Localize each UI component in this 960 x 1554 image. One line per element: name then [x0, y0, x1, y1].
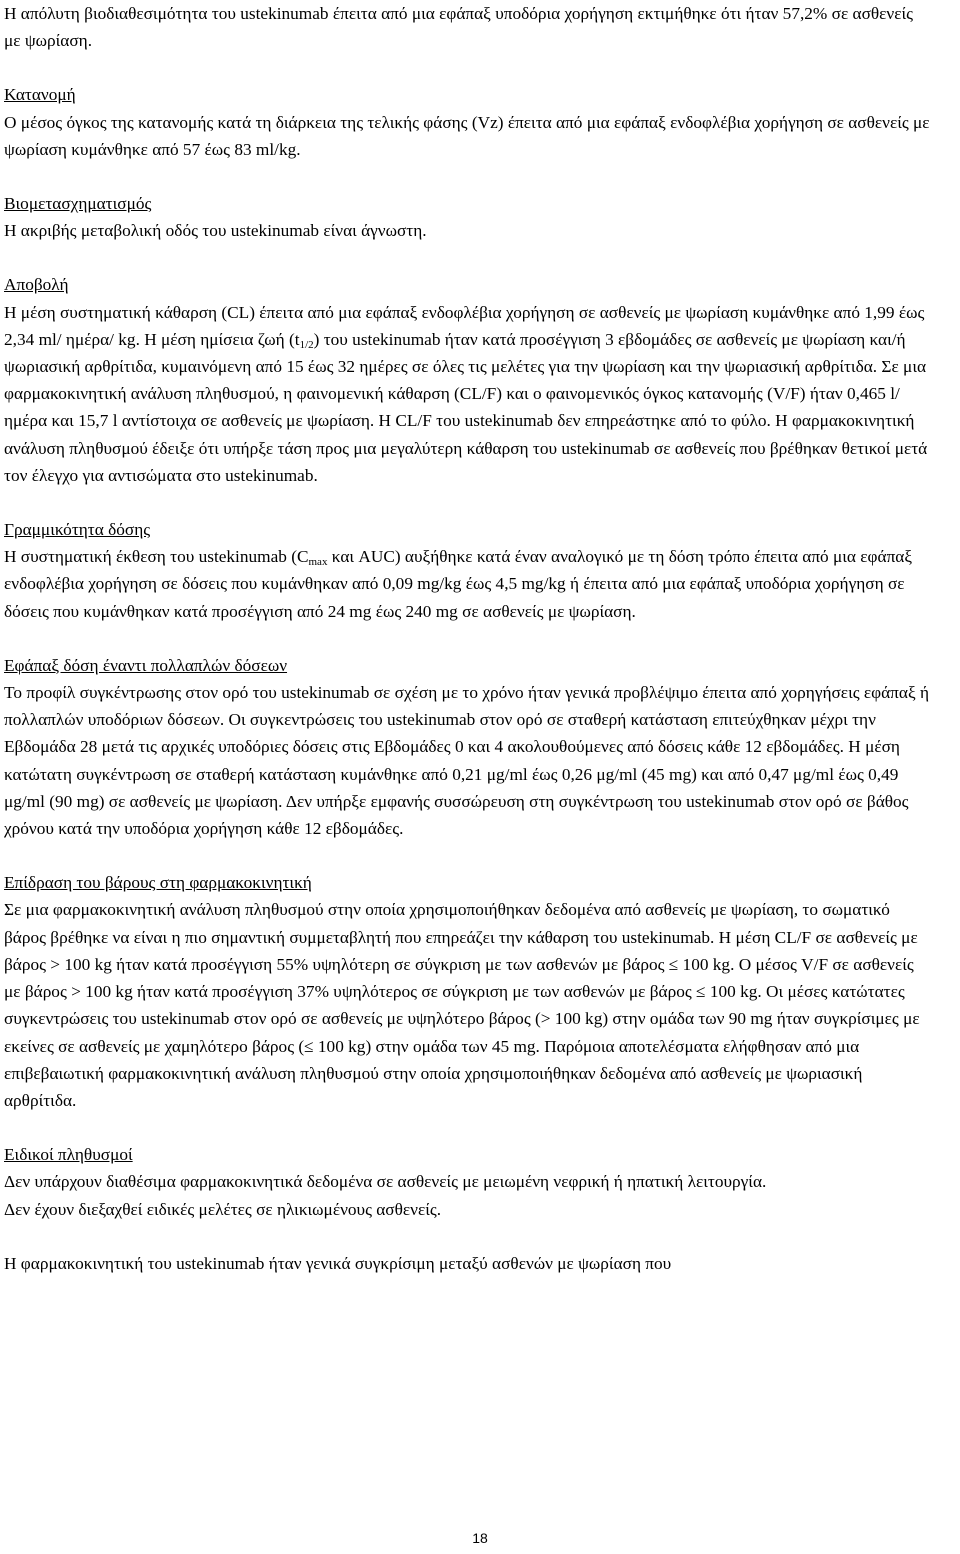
weight-effect-section — [4, 869, 930, 1114]
document-page — [4, 0, 930, 1277]
page-number: 18 — [472, 1530, 488, 1546]
dose-linearity-text-part-1: Η συστηματική έκθεση του ustekinumab (C — [4, 547, 309, 567]
biotransformation-section — [4, 190, 930, 244]
dose-linearity-paragraph — [4, 543, 930, 625]
single-vs-multiple-heading: Εφάπαξ δόση έναντι πολλαπλών δόσεων — [4, 655, 288, 675]
dose-linearity-heading: Γραμμικότητα δόσης — [4, 520, 151, 540]
elimination-text-part-2: ) του ustekinumab ήταν κατά προσέγγιση 3 εβδομάδες σε ασθενείς με ψωρίαση και/ή ψωριασική αρθρίτιδα, κυμαινόμενη από 15 έως 32 ημέρες σε όλες τις μελέτες για την ψωρίαση και την ψωριασική αρθρίτιδα. Σε μια φαρμακοκινητική ανάλυση πληθυσμού, η φαινομενική κάθαρση (CL/F) και ο φαινομενικός όγκος κατανομής (V/F) ήταν 0,465 l/ημέρα και 15,7 l αντίστοιχα σε ασθενείς με ψωρίαση. Η CL/F του ustekinumab δεν επηρεάστηκε από το φύλο. Η φαρμακοκινητική ανάλυση πληθυσμού έδειξε ότι υπήρξε τάση προς μια μεγαλύτερη κάθαρση του ustekinumab σε ασθενείς που βρέθηκαν θετικοί μετά τον έλεγχο για αντισώματα στο ustekinumab. — [4, 329, 928, 485]
biotransformation-heading: Βιομετασχηματισμός — [4, 194, 152, 214]
elimination-paragraph — [4, 299, 930, 489]
special-populations-paragraph-1: Δεν υπάρχουν διαθέσιμα φαρμακοκινητικά δεδομένα σε ασθενείς με μειωμένη νεφρική ή ηπατική λειτουργία. — [4, 1172, 767, 1192]
dose-linearity-section — [4, 516, 930, 625]
special-populations-heading: Ειδικοί πληθυσμοί — [4, 1145, 133, 1165]
single-vs-multiple-section — [4, 652, 930, 842]
intro-paragraph: Η απόλυτη βιοδιαθεσιμότητα του ustekinumab έπειτα από μια εφάπαξ υποδόρια χορήγηση εκτιμήθηκε ότι ήταν 57,2% σε ασθενείς με ψωρίαση. — [4, 4, 913, 51]
cmax-subscript: max — [308, 556, 328, 569]
half-life-subscript: 1/2 — [299, 338, 314, 351]
elimination-section — [4, 271, 930, 489]
elimination-text-part-1: Η μέση συστηματική κάθαρση (CL) έπειτα από μια εφάπαξ ενδοφλέβια χορήγηση σε ασθενείς με ψωρίαση κυμάνθηκε από 1,99 έως 2,34 ml/ ημέρα/ kg. Η μέση ημίσεια ζωή (t — [4, 302, 925, 349]
distribution-paragraph: Ο μέσος όγκος της κατανομής κατά τη διάρκεια της τελικής φάσης (Vz) έπειτα από μια εφάπαξ ενδοφλέβια χορήγηση σε ασθενείς με ψωρίαση κυμάνθηκε από 57 έως 83 ml/kg. — [4, 112, 930, 159]
special-populations-section — [4, 1141, 930, 1223]
weight-effect-paragraph: Σε μια φαρμακοκινητική ανάλυση πληθυσμού στην οποία χρησιμοποιήθηκαν δεδομένα από ασθενείς με ψωρίαση, το σωματικό βάρος βρέθηκε να είναι η πιο σημαντική συμμεταβλητή που επηρεάζει την κάθαρση του ustekinumab. Η μέση CL/F σε ασθενείς με βάρος > 100 kg ήταν κατά προσέγγιση 55% υψηλότερη σε σύγκριση με των ασθενών με βάρος ≤ 100 kg. Ο μέσος V/F σε ασθενείς με βάρος > 100 kg ήταν κατά προσέγγιση 37% υψηλότερος σε σύγκριση με των ασθενών με βάρος ≤ 100 kg. Οι μέσες κατώτατες συγκεντρώσεις του ustekinumab στον ορό σε ασθενείς με υψηλότερο βάρος (> 100 kg) στην ομάδα των 90 mg ήταν συγκρίσιμες με εκείνες σε ασθενείς με χαμηλότερο βάρος (≤ 100 kg) στην ομάδα των 45 mg. Παρόμοια αποτελέσματα ελήφθησαν από μια επιβεβαιωτική φαρμακοκινητική ανάλυση πληθυσμού στην οποία χρησιμοποιήθηκαν δεδομένα από ασθενείς με ψωριασική αρθρίτιδα. — [4, 900, 920, 1110]
distribution-section — [4, 81, 930, 163]
closing-paragraph: Η φαρμακοκινητική του ustekinumab ήταν γενικά συγκρίσιμη μεταξύ ασθενών με ψωρίαση που — [4, 1253, 672, 1273]
single-vs-multiple-paragraph: Το προφίλ συγκέντρωσης στον ορό του ustekinumab σε σχέση με το χρόνο ήταν γενικά προβλέψιμο έπειτα από χορηγήσεις εφάπαξ ή πολλαπλών υποδόριων δόσεων. Οι συγκεντρώσεις του ustekinumab στον ορό σε σταθερή κατάσταση επιτεύχθηκαν μέχρι την Εβδομάδα 28 μετά τις αρχικές υποδόριες δόσεις στις Εβδομάδες 0 και 4 ακολουθούμενες από δόσεις κάθε 12 εβδομάδες. Η μέση κατώτατη συγκέντρωση σε σταθερή κατάσταση κυμάνθηκε από 0,21 μg/ml έως 0,26 μg/ml (45 mg) και από 0,47 μg/ml έως 0,49 μg/ml (90 mg) σε ασθενείς με ψωρίαση. Δεν υπήρξε εμφανής συσσώρευση στη συγκέντρωση του ustekinumab στον ορό σε βάθος χρόνου κατά την υποδόρια χορήγηση κάθε 12 εβδομάδες. — [4, 683, 930, 839]
elimination-heading: Αποβολή — [4, 275, 69, 295]
distribution-heading: Κατανομή — [4, 85, 76, 105]
weight-effect-heading: Επίδραση του βάρους στη φαρμακοκινητική — [4, 873, 312, 893]
dose-linearity-text-part-2: και AUC) αυξήθηκε κατά έναν αναλογικό με τη δόση τρόπο έπειτα από μια εφάπαξ ενδοφλέβια χορήγηση σε δόσεις που κυμάνθηκαν από 0,09 mg/kg έως 4,5 mg/kg ή έπειτα από μια εφάπαξ υποδόρια χορήγηση σε δόσεις που κυμάνθηκαν κατά προσέγγιση από 24 mg έως 240 mg σε ασθενείς με ψωρίαση. — [4, 547, 913, 621]
biotransformation-paragraph: Η ακριβής μεταβολική οδός του ustekinumab είναι άγνωστη. — [4, 221, 427, 241]
special-populations-paragraph-2: Δεν έχουν διεξαχθεί ειδικές μελέτες σε ηλικιωμένους ασθενείς. — [4, 1199, 442, 1219]
